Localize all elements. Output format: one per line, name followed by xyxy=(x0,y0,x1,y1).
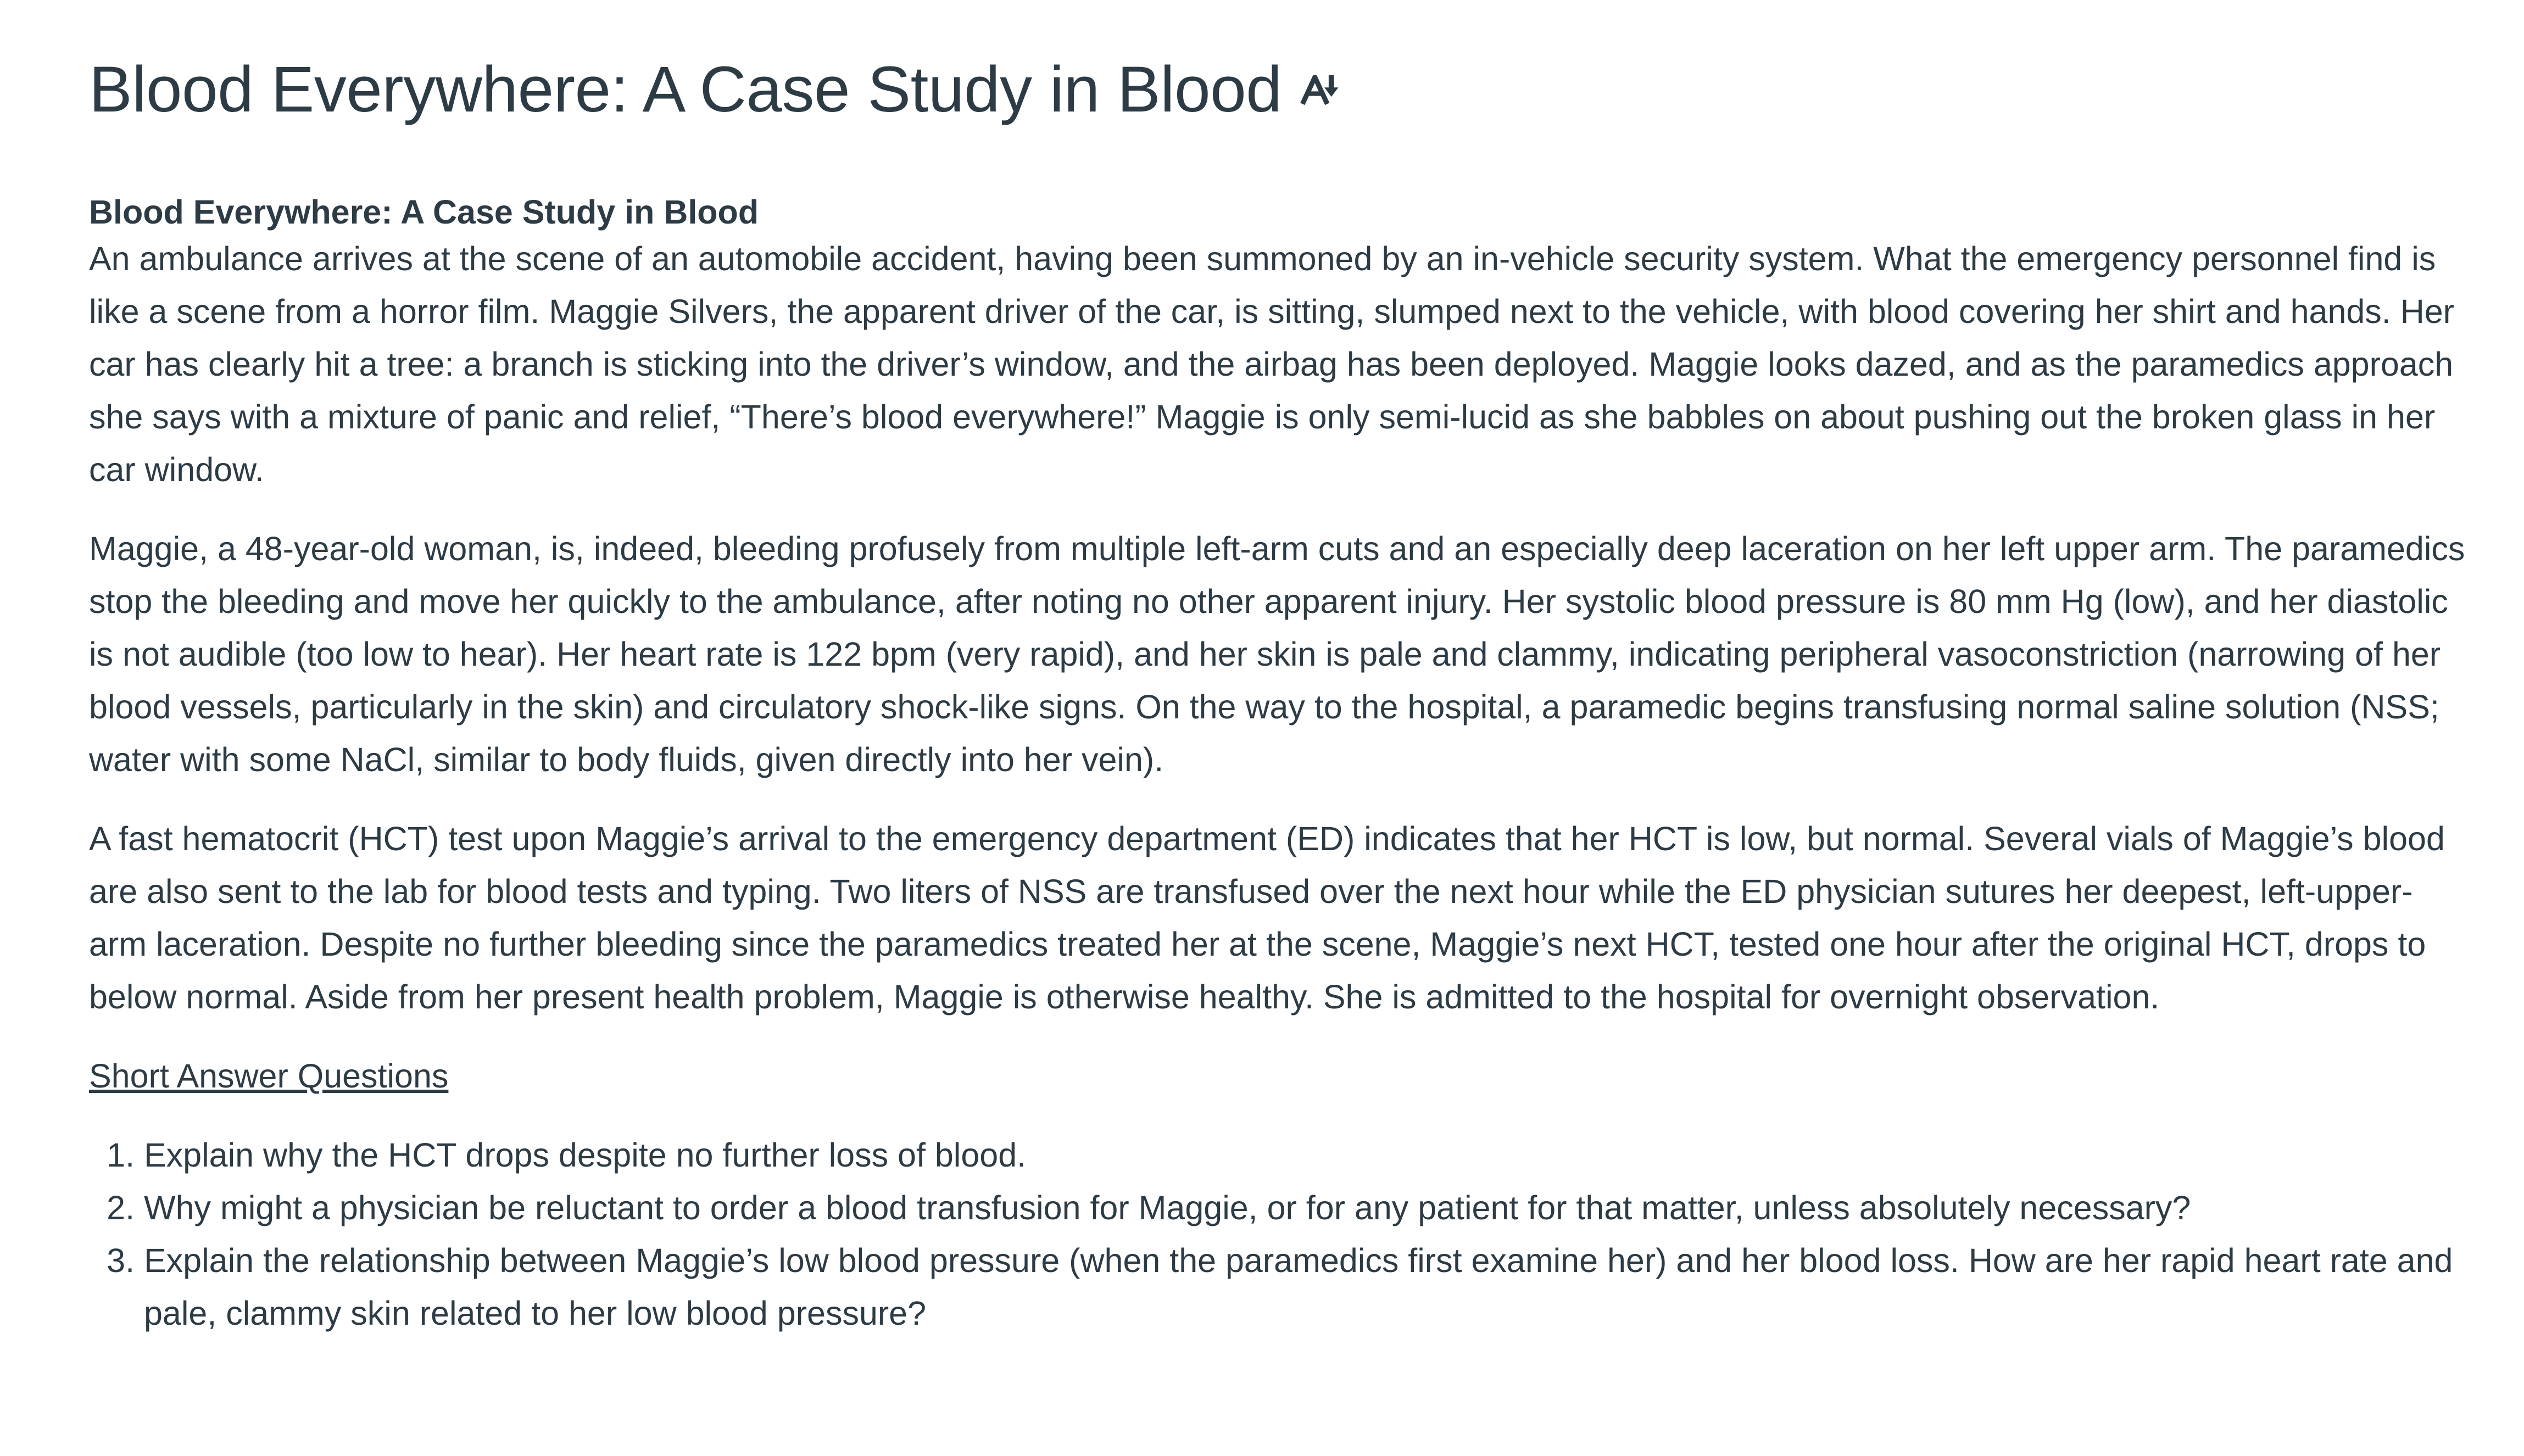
question-item: 2. Why might a physician be reluctant to order a blood transfusion for Maggie, or for any patient for that matter, unless absolutely necessary? xyxy=(144,1181,2467,1234)
question-item: 3. Explain the relationship between Maggie’s low blood pressure (when the paramedics first examine her) and her blood loss. How are her rapid heart rate and pale, clammy skin related to her low blood pressure? xyxy=(144,1234,2467,1340)
title-row xyxy=(89,48,2467,131)
questions-list xyxy=(89,1129,2467,1340)
case-study-heading: Blood Everywhere: A Case Study in Blood xyxy=(89,193,759,231)
paragraph: An ambulance arrives at the scene of an automobile accident, having been summoned by an in-vehicle security system. What the emergency personnel find is like a scene from a horror film. Maggie Silvers, the apparent driver of the car, is sitting, slumped next to the vehicle, with blood covering her shirt and hands. Her car has clearly hit a tree: a branch is sticking into the driver’s window, and the airbag has been deployed. Maggie looks dazed, and as the paramedics approach she says with a mixture of panic and relief, “There’s blood everywhere!” Maggie is only semi-lucid as she babbles on about pushing out the broken glass in her car window. xyxy=(89,240,2454,488)
paragraph: Maggie, a 48-year-old woman, is, indeed, bleeding profusely from multiple left-arm cuts and an especially deep laceration on her left upper arm. The paramedics stop the bleeding and move her quickly to the ambulance, after noting no other apparent injury. Her systolic blood pressure is 80 mm Hg (low), and her diastolic is not audible (too low to hear). Her heart rate is 122 bpm (very rapid), and her skin is pale and clammy, indicating peripheral vasoconstriction (narrowing of her blood vessels, particularly in the skin) and circulatory shock-like signs. On the way to the hospital, a paramedic begins transfusing normal saline solution (NSS; water with some NaCl, similar to body fluids, given directly into her vein). xyxy=(89,530,2465,778)
immersive-reader-icon xyxy=(1296,65,1346,114)
page-content xyxy=(89,48,2467,1332)
case-study-body xyxy=(89,232,2467,1340)
paragraph: A fast hematocrit (HCT) test upon Maggie’s arrival to the emergency department (ED) indicates that her HCT is low, but normal. Several vials of Maggie’s blood are also sent to the lab for blood tests and typing. Two liters of NSS are transfused over the next hour while the ED physician sutures her deepest, left-upper-arm laceration. Despite no further bleeding since the paramedics treated her at the scene, Maggie’s next HCT, tested one hour after the original HCT, drops to below normal. Aside from her present health problem, Maggie is otherwise healthy. She is admitted to the hospital for overnight observation. xyxy=(89,820,2445,1016)
page-title: Blood Everywhere: A Case Study in Blood xyxy=(89,53,1282,126)
immersive-reader-button[interactable] xyxy=(1295,63,1347,116)
short-answer-questions-heading: Short Answer Questions xyxy=(89,1057,449,1095)
question-item: 1. Explain why the HCT drops despite no further loss of blood. xyxy=(144,1129,2467,1181)
